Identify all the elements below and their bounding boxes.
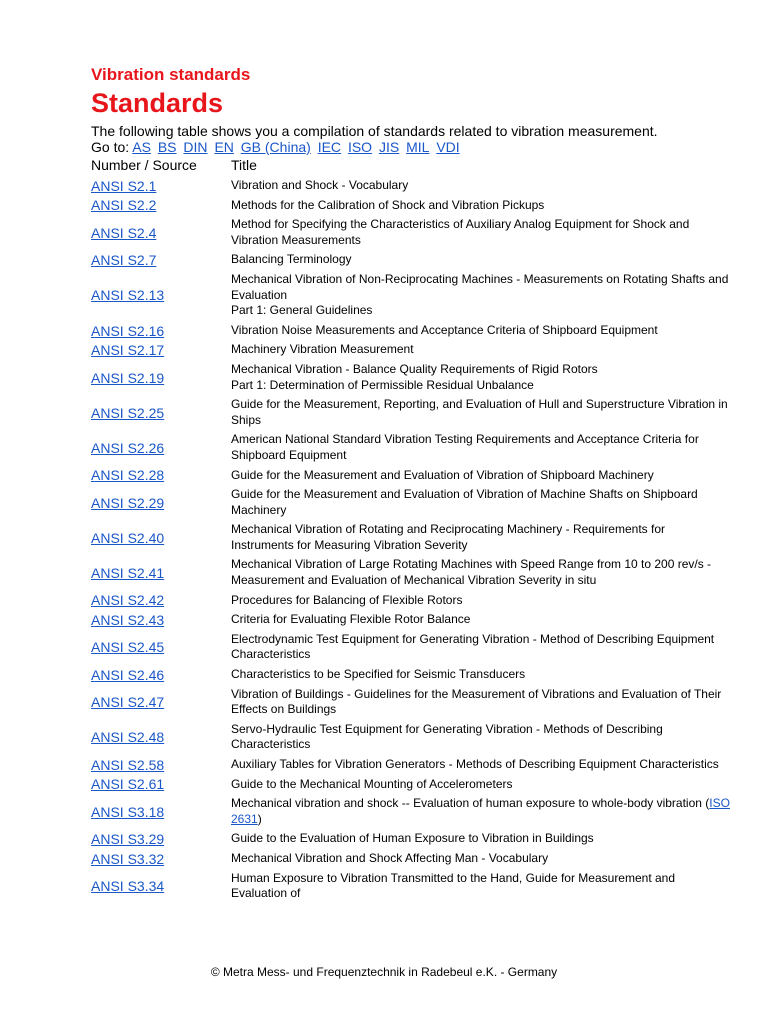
standard-title: Methods for the Calibration of Shock and Vibration Pickups — [231, 197, 545, 212]
goto-link[interactable]: EN — [214, 139, 234, 155]
goto-links — [132, 139, 462, 155]
standard-number-link[interactable]: ANSI S2.28 — [91, 467, 165, 484]
goto-link[interactable]: ISO — [347, 139, 373, 155]
standard-number-link[interactable]: ANSI S2.26 — [91, 439, 165, 456]
standard-title-cell — [231, 665, 731, 685]
standard-title-cell — [231, 685, 731, 720]
standard-number-link[interactable]: ANSI S2.25 — [91, 404, 165, 421]
standard-title: Guide to the Evaluation of Human Exposure to Vibration in Buildings — [231, 831, 594, 846]
standard-title-cell — [231, 340, 731, 360]
standard-title: Vibration Noise Measurements and Acceptance Criteria of Shipboard Equipment — [231, 322, 658, 337]
table-row — [91, 720, 731, 755]
standard-number-link[interactable]: ANSI S2.2 — [91, 197, 157, 214]
table-row — [91, 869, 731, 904]
standard-title-cell — [231, 466, 731, 486]
column-header-title: Title — [231, 157, 257, 173]
standard-title: Servo-Hydraulic Test Equipment for Generating Vibration - Methods of Describing Characteristics — [231, 721, 663, 752]
table-row — [91, 196, 731, 216]
standards-table — [91, 158, 731, 904]
standard-number-cell — [91, 250, 231, 270]
standard-number-link[interactable]: ANSI S2.48 — [91, 729, 165, 746]
standard-number-link[interactable]: ANSI S2.47 — [91, 694, 165, 711]
goto-link[interactable]: AS — [132, 139, 151, 155]
standard-title-cell — [231, 270, 731, 321]
standard-title-cell — [231, 591, 731, 611]
table-row — [91, 520, 731, 555]
standard-number-cell — [91, 485, 231, 520]
standard-title: Mechanical vibration and shock -- Evaluation of human exposure to whole-body vibration ( — [231, 796, 710, 811]
standard-title-cell — [231, 215, 731, 250]
table-row — [91, 466, 731, 486]
table-row — [91, 591, 731, 611]
standard-number-link[interactable]: ANSI S2.42 — [91, 592, 165, 609]
document-page — [91, 64, 731, 904]
standard-number-link[interactable]: ANSI S2.1 — [91, 177, 157, 194]
standard-number-link[interactable]: ANSI S2.7 — [91, 252, 157, 269]
standard-number-link[interactable]: ANSI S2.29 — [91, 494, 165, 511]
standard-title: Criteria for Evaluating Flexible Rotor Balance — [231, 612, 471, 627]
standard-title: Method for Specifying the Characteristics of Auxiliary Analog Equipment for Shock and Vibration Measurements — [231, 217, 690, 247]
standard-number-link[interactable]: ANSI S3.34 — [91, 878, 165, 895]
standard-title-cell — [231, 250, 731, 270]
standard-number-link[interactable]: ANSI S2.43 — [91, 612, 165, 629]
goto-link[interactable]: BS — [157, 139, 177, 155]
copyright-footer: © Metra Mess- und Frequenztechnik in Radebeul e.K. - Germany — [210, 965, 558, 979]
standard-number-link[interactable]: ANSI S2.4 — [91, 224, 157, 241]
standard-title-cell — [231, 849, 731, 869]
standard-number-cell — [91, 591, 231, 611]
standard-number-cell — [91, 829, 231, 849]
standard-number-cell — [91, 196, 231, 216]
standard-number-link[interactable]: ANSI S2.41 — [91, 565, 165, 582]
standard-number-cell — [91, 869, 231, 904]
standard-title: American National Standard Vibration Testing Requirements and Acceptance Criteria for Shipboard Equipment — [231, 432, 699, 462]
standard-number-cell — [91, 215, 231, 250]
standard-number-link[interactable]: ANSI S2.61 — [91, 776, 165, 793]
standard-number-link[interactable]: ANSI S2.19 — [91, 369, 165, 386]
standard-title: Guide for the Measurement, Reporting, and Evaluation of Hull and Superstructure Vibration in Ships — [231, 397, 728, 427]
standard-title: Electrodynamic Test Equipment for Generating Vibration - Method of Describing Equipment Characteristics — [231, 631, 715, 662]
standard-number-cell — [91, 321, 231, 341]
standard-number-cell — [91, 665, 231, 685]
table-row — [91, 215, 731, 250]
standard-title: Auxiliary Tables for Vibration Generators - Methods of Describing Equipment Characteristics — [231, 757, 719, 771]
table-row — [91, 829, 731, 849]
table-row — [91, 775, 731, 795]
standard-number-link[interactable]: ANSI S2.17 — [91, 342, 165, 359]
table-row — [91, 665, 731, 685]
standard-title: Machinery Vibration Measurement — [231, 342, 414, 357]
standard-title-part: Part 1: General Guidelines — [231, 303, 373, 318]
table-row — [91, 610, 731, 630]
standard-title-cell — [231, 360, 731, 395]
table-row — [91, 755, 731, 775]
standard-title: Vibration of Buildings - Guidelines for the Measurement of Vibrations and Evaluation of Their Effects on Buildings — [231, 686, 722, 717]
standard-title-cell — [231, 755, 731, 775]
standard-title: Characteristics to be Specified for Seismic Transducers — [231, 667, 526, 682]
table-row — [91, 395, 731, 430]
table-row — [91, 321, 731, 341]
standard-title: Mechanical Vibration - Balance Quality Requirements of Rigid Rotors — [231, 361, 598, 376]
table-row — [91, 360, 731, 395]
standard-title-cell — [231, 321, 731, 341]
section-subtitle: Vibration standards — [91, 65, 251, 84]
standard-number-cell — [91, 775, 231, 795]
standard-title: Mechanical Vibration and Shock Affecting Man - Vocabulary — [231, 850, 549, 865]
standard-number-link[interactable]: ANSI S3.18 — [91, 803, 165, 820]
standard-title-cell — [231, 794, 731, 829]
table-row — [91, 176, 731, 196]
table-row — [91, 685, 731, 720]
standard-title-cell — [231, 869, 731, 904]
standard-number-cell — [91, 430, 231, 465]
standard-number-link[interactable]: ANSI S2.16 — [91, 322, 165, 339]
table-row — [91, 430, 731, 465]
table-row — [91, 340, 731, 360]
standard-title: Balancing Terminology — [231, 252, 352, 267]
standard-number-cell — [91, 340, 231, 360]
goto-link[interactable]: JIS — [378, 139, 400, 155]
standard-number-link[interactable]: ANSI S2.58 — [91, 756, 165, 773]
goto-link[interactable]: MIL — [406, 139, 430, 155]
standard-number-cell — [91, 755, 231, 775]
table-row — [91, 485, 731, 520]
goto-label: Go to: — [91, 139, 130, 155]
standard-title: Guide for the Measurement and Evaluation of Vibration of Machine Shafts on Shipboard Machinery — [231, 487, 698, 517]
goto-link[interactable]: VDI — [436, 139, 460, 155]
standard-number-cell — [91, 794, 231, 829]
standard-title-cell — [231, 720, 731, 755]
standard-title: Procedures for Balancing of Flexible Rotors — [231, 592, 463, 607]
standard-title-part: Part 1: Determination of Permissible Residual Unbalance — [231, 377, 534, 392]
standard-title-cell — [231, 430, 731, 465]
standard-number-cell — [91, 395, 231, 430]
standard-title-cell — [231, 630, 731, 665]
standard-title-cell — [231, 520, 731, 555]
goto-link[interactable]: DIN — [183, 139, 208, 155]
standard-number-cell — [91, 610, 231, 630]
goto-nav — [91, 139, 731, 155]
standard-title: Mechanical Vibration of Non-Reciprocating Machines - Measurements on Rotating Shafts and Evaluation — [231, 271, 729, 302]
standard-title-cell — [231, 775, 731, 795]
standard-number-link[interactable]: ANSI S2.45 — [91, 639, 165, 656]
standard-title-cell — [231, 555, 731, 590]
standard-number-cell — [91, 466, 231, 486]
standard-number-cell — [91, 270, 231, 321]
table-row — [91, 630, 731, 665]
standard-title-cell — [231, 610, 731, 630]
standard-number-cell — [91, 630, 231, 665]
standard-number-link[interactable]: ANSI S3.32 — [91, 850, 165, 867]
standard-number-cell — [91, 685, 231, 720]
standard-title: Vibration and Shock - Vocabulary — [231, 178, 409, 192]
intro-text: The following table shows you a compilation of standards related to vibration measurement. — [91, 123, 658, 139]
standard-number-link[interactable]: ANSI S2.40 — [91, 529, 165, 546]
standard-title: Human Exposure to Vibration Transmitted to the Hand, Guide for Measurement and Evaluation of — [231, 870, 676, 901]
standard-number-cell — [91, 849, 231, 869]
standard-title-cell — [231, 176, 731, 196]
table-body — [91, 176, 731, 904]
iso-reference-link[interactable]: ISO 2631 — [231, 796, 730, 826]
standard-title-cell — [231, 395, 731, 430]
table-row — [91, 555, 731, 590]
standard-title-suffix: ) — [257, 811, 262, 826]
table-row — [91, 849, 731, 869]
column-header-number: Number / Source — [91, 157, 197, 173]
standard-title-cell — [231, 485, 731, 520]
table-row — [91, 794, 731, 829]
standard-number-cell — [91, 360, 231, 395]
standard-title-cell — [231, 196, 731, 216]
standard-number-link[interactable]: ANSI S3.29 — [91, 831, 165, 848]
standard-number-cell — [91, 720, 231, 755]
standard-title-cell — [231, 829, 731, 849]
table-row — [91, 270, 731, 321]
goto-link[interactable]: GB (China) — [240, 139, 311, 155]
standard-title: Guide to the Mechanical Mounting of Accelerometers — [231, 776, 513, 791]
standard-title: Mechanical Vibration of Large Rotating Machines with Speed Range from 10 to 200 rev/s - Measurement and Evaluation of Mechanical Vibration Severity in situ — [231, 557, 712, 588]
table-header-row — [91, 158, 731, 176]
standard-number-cell — [91, 555, 231, 590]
standard-title: Mechanical Vibration of Rotating and Reciprocating Machinery - Requirements for Instruments for Measuring Vibration Severity — [231, 522, 665, 552]
page-title: Standards — [91, 88, 224, 118]
standard-number-link[interactable]: ANSI S2.13 — [91, 287, 165, 304]
standard-number-cell — [91, 176, 231, 196]
table-row — [91, 250, 731, 270]
goto-link[interactable]: IEC — [317, 139, 342, 155]
standard-title: Guide for the Measurement and Evaluation of Vibration of Shipboard Machinery — [231, 467, 654, 482]
standard-number-cell — [91, 520, 231, 555]
standard-number-link[interactable]: ANSI S2.46 — [91, 666, 165, 683]
